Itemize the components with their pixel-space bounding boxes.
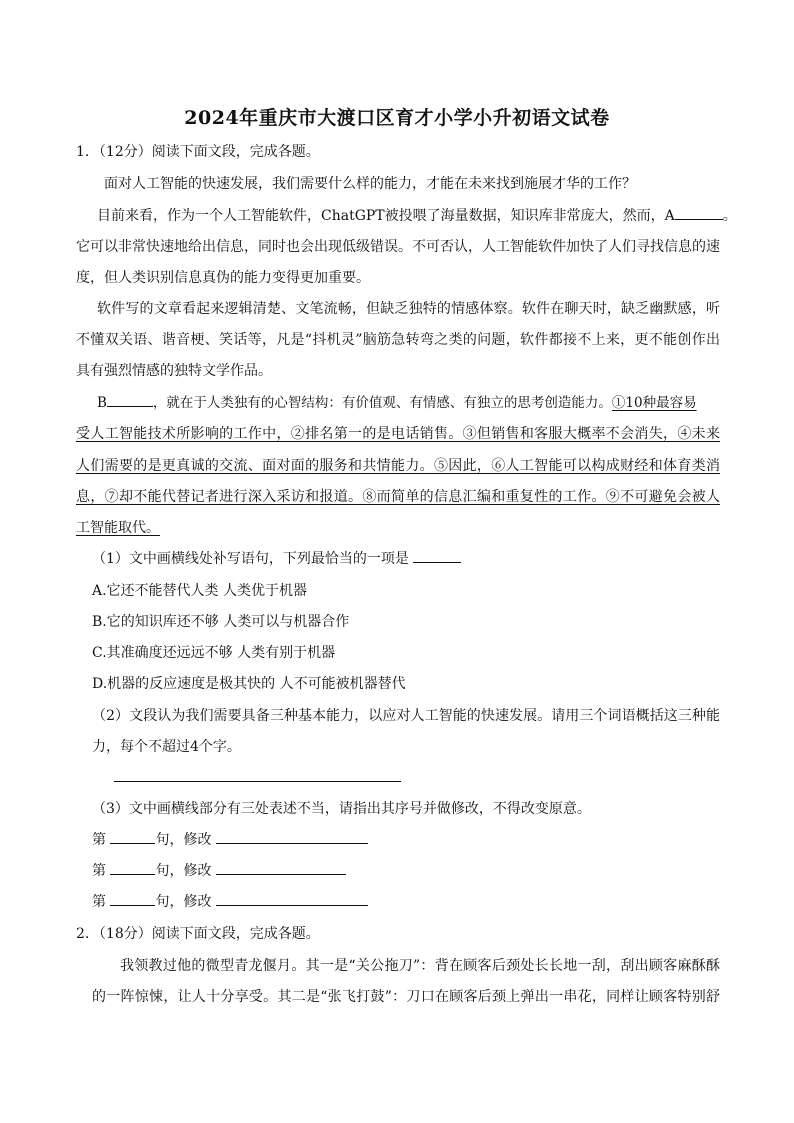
page-title: 2024年重庆市大渡口区育才小学小升初语文试卷 bbox=[184, 107, 610, 129]
q1-p2-line-3: 度，但人类识别信息真伪的能力变得更加重要。 bbox=[76, 270, 370, 286]
sub3-row-3-text: 句，修改 bbox=[155, 894, 212, 910]
q1-p3-line-1: 软件写的文章看起来逻辑清楚、文笔流畅，但缺乏独特的情感体察。软件在聊天时，缺乏幽默感，听 bbox=[97, 301, 720, 317]
sub3-row-3-fix-blank[interactable] bbox=[216, 891, 368, 906]
q1-p4-line-3: 人们需要的是更真诚的交流、面对面的服务和共情能力。⑤因此，⑥人工智能可以构成财经和体育类消 bbox=[76, 458, 720, 474]
sub3-row-1-text: 句，修改 bbox=[155, 832, 212, 848]
q1-p4-line-1-text: ，就在于人类独有的心智结构：有价值观、有情感、有独立的思考创造能力。 bbox=[152, 395, 612, 411]
sub3-row-2-label: 第 bbox=[92, 863, 106, 879]
sub1-question-text: （1）文中画横线处补写语句，下列最恰当的一项是 bbox=[92, 551, 409, 567]
option-d[interactable]: D.机器的反应速度是极其快的 人不可能被机器替代 bbox=[92, 676, 406, 692]
option-b[interactable]: B.它的知识库还不够 人类可以与机器合作 bbox=[92, 614, 350, 630]
q2-header: 2．（18分）阅读下面文段，完成各题。 bbox=[76, 926, 320, 942]
sub3-row-3 bbox=[92, 891, 368, 913]
sub3-row-1-number-blank[interactable] bbox=[110, 829, 155, 844]
sub1-question bbox=[92, 548, 461, 570]
option-a[interactable]: A.它还不能替代人类 人类优于机器 bbox=[92, 583, 308, 599]
q1-p2-line-1-text: 目前来看，作为一个人工智能软件，ChatGPT被投喂了海量数据，知识库非常庞大，然而，A bbox=[97, 208, 675, 224]
q2-line-1: 我领教过他的微型青龙偃月。其一是“关公拖刀”：背在顾客后颈处长长地一刮，刮出顾客麻酥酥 bbox=[120, 958, 720, 974]
sub3-row-2-number-blank[interactable] bbox=[110, 860, 155, 875]
q1-p4-line-2: 受人工智能技术所影响的工作中，②排名第一的是电话销售。③但销售和客服大概率不会消失，④未来 bbox=[76, 426, 720, 442]
sub3-row-1 bbox=[92, 829, 368, 851]
q1-p4-line-1 bbox=[97, 392, 697, 414]
blank-a[interactable] bbox=[675, 205, 723, 220]
blank-b-label: B bbox=[97, 395, 107, 411]
q1-p3-line-2: 不懂双关语、谐音梗、笑话等，凡是“抖机灵”脑筋急转弯之类的问题，软件都接不上来，更不能创作出 bbox=[76, 332, 720, 348]
sub3-row-2-fix-blank[interactable] bbox=[216, 860, 346, 875]
sub3-row-3-number-blank[interactable] bbox=[110, 891, 155, 906]
q1-p4-line-1-underlined: ①10种最容易 bbox=[611, 395, 697, 411]
sub3-row-2-text: 句，修改 bbox=[155, 863, 212, 879]
q1-header: 1．（12分）阅读下面文段，完成各题。 bbox=[76, 144, 320, 160]
sub3-row-1-label: 第 bbox=[92, 832, 106, 848]
option-c[interactable]: C.其准确度还远远不够 人类有别于机器 bbox=[92, 645, 336, 661]
q1-p2-line-1 bbox=[97, 205, 737, 227]
sub3-row-1-fix-blank[interactable] bbox=[216, 829, 368, 844]
q1-paragraph-1: 面对人工智能的快速发展，我们需要什么样的能力，才能在未来找到施展才华的工作？ bbox=[104, 176, 636, 192]
q1-p2-line-2: 它可以非常快速地给出信息，同时也会出现低级错误。不可否认，人工智能软件加快了人们寻找信息的速 bbox=[76, 239, 720, 255]
q1-p4-line-4: 息，⑦却不能代替记者进行深入采访和报道。⑧而简单的信息汇编和重复性的工作。⑨不可避免会被人 bbox=[76, 489, 720, 505]
blank-b[interactable] bbox=[107, 392, 153, 407]
q1-p4-line-5: 工智能取代。 bbox=[76, 520, 160, 536]
q1-p2-line-1-end: 。 bbox=[722, 208, 737, 224]
sub3-question: （3）文中画横线部分有三处表述不当，请指出其序号并做修改，不得改变原意。 bbox=[92, 801, 591, 817]
sub3-row-2 bbox=[92, 860, 346, 882]
sub2-answer-line[interactable] bbox=[114, 781, 401, 782]
q2-line-2: 的一阵惊悚，让人十分享受。其二是“张飞打鼓”：刀口在顾客后颈上弹出一串花，同样让顾客特别舒 bbox=[92, 989, 720, 1005]
sub1-answer-blank[interactable] bbox=[413, 548, 461, 563]
sub2-question-line-2: 力，每个不超过4个字。 bbox=[92, 739, 241, 755]
sub2-question-line-1: （2）文段认为我们需要具备三种基本能力，以应对人工智能的快速发展。请用三个词语概括这三种能 bbox=[92, 708, 720, 724]
q1-p3-line-3: 具有强烈情感的独特文学作品。 bbox=[76, 363, 272, 379]
sub3-row-3-label: 第 bbox=[92, 894, 106, 910]
